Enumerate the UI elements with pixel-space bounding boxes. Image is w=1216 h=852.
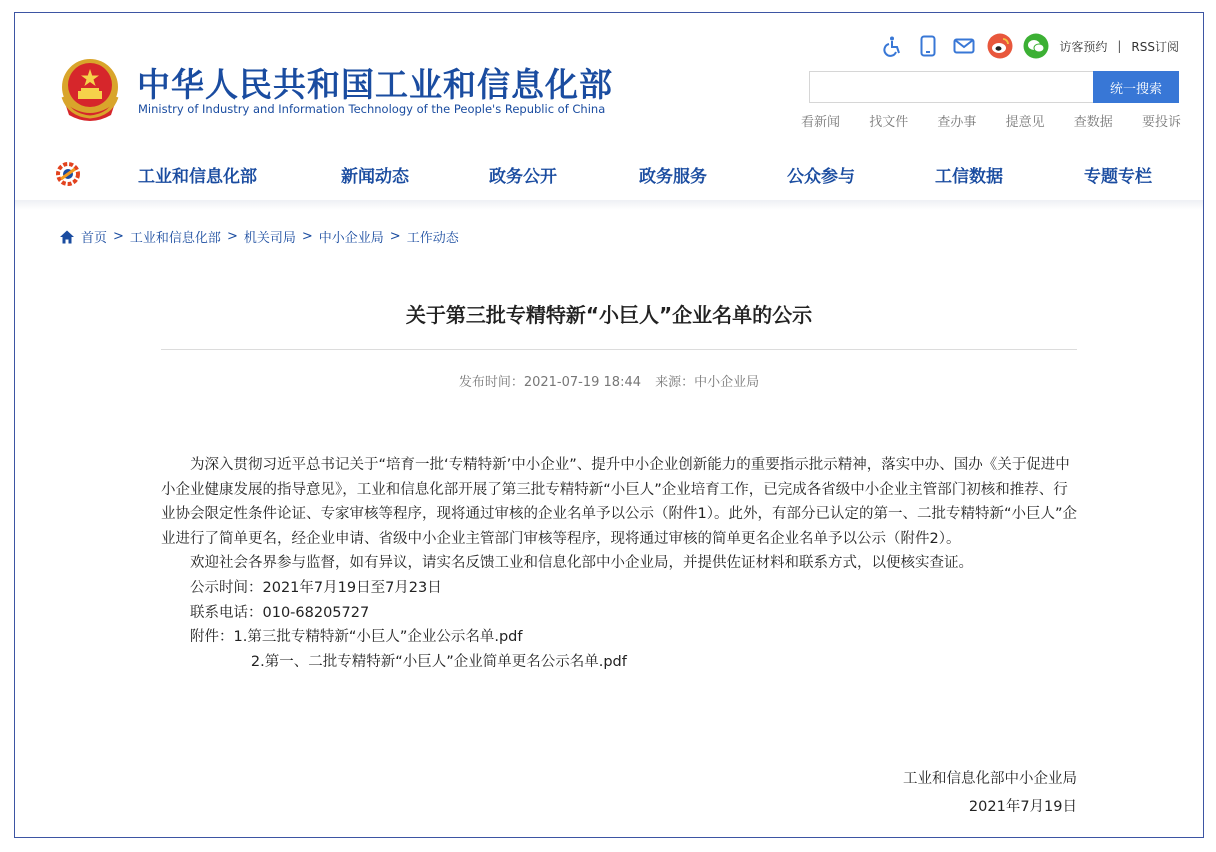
attachment-link-1[interactable]: 附件：1.第三批专精特新“小巨人”企业公示名单.pdf bbox=[190, 629, 523, 646]
signature-date: 2021年7月19日 bbox=[968, 799, 1077, 815]
nav-item-ministry[interactable]: 工业和信息化部 bbox=[138, 167, 257, 187]
quick-link-services[interactable]: 查办事 bbox=[937, 115, 977, 130]
nav-item-government-services[interactable]: 政务服务 bbox=[639, 167, 707, 187]
search-bar bbox=[809, 71, 1179, 103]
nav-item-news[interactable]: 新闻动态 bbox=[341, 167, 409, 187]
signature-organization: 工业和信息化部中小企业局 bbox=[903, 771, 1077, 787]
nav-item-public-participation[interactable]: 公众参与 bbox=[787, 167, 855, 187]
breadcrumb-departments[interactable]: 机关司局 bbox=[243, 231, 296, 246]
quick-link-complaints[interactable]: 要投诉 bbox=[1141, 115, 1181, 130]
breadcrumb-work-updates[interactable]: 工作动态 bbox=[406, 231, 459, 246]
article-title: 关于第三批专精特新“小巨人”企业名单的公示 bbox=[405, 303, 813, 327]
top-links-divider: | bbox=[1117, 39, 1122, 53]
ministry-gear-icon[interactable] bbox=[55, 161, 81, 187]
quick-link-documents[interactable]: 找文件 bbox=[869, 115, 909, 130]
wechat-icon[interactable] bbox=[1023, 33, 1049, 59]
page-frame bbox=[14, 12, 1204, 838]
nav-item-topics[interactable]: 专题专栏 bbox=[1084, 167, 1152, 187]
site-title[interactable]: 中华人民共和国工业和信息化部 bbox=[137, 65, 613, 104]
mobile-icon[interactable] bbox=[915, 33, 941, 59]
breadcrumb-separator: > bbox=[301, 229, 313, 244]
rss-link[interactable]: RSS订阅 bbox=[1131, 39, 1179, 54]
breadcrumb-home[interactable]: 首页 bbox=[81, 231, 108, 246]
breadcrumb-separator: > bbox=[113, 229, 124, 244]
main-nav bbox=[15, 147, 1203, 201]
contact-phone: 联系电话：010-68205727 bbox=[190, 604, 370, 621]
nav-item-data[interactable]: 工信数据 bbox=[935, 167, 1003, 187]
breadcrumb-separator: > bbox=[389, 229, 401, 244]
quick-link-suggestions[interactable]: 提意见 bbox=[1005, 115, 1045, 130]
article-paragraph: 为深入贯彻习近平总书记关于“培育一批‘专精特新’中小企业”、提升中小企业创新能力的重要指示批示精神，落实中办、国办《关于促进中小企业健康发展的指导意见》，工业和信息化部开展了第三批专精特新“小巨人”企业培育工作，已完成各省级中小企业主管部门初核和推荐、行业协会限定性条件论证、专家审核等程序，现将通过审核的企业名单予以公示（附件1）。此外，有部分已认定的第一、二批专精特新“小巨人”企业进行了简单更名，经企业申请、省级中小企业主管部门审核等程序，现将通过审核的简单更名企业名单予以公示（附件2）。 bbox=[161, 457, 1077, 547]
title-divider bbox=[161, 349, 1077, 350]
home-icon[interactable] bbox=[59, 229, 75, 245]
visitor-appointment-link[interactable]: 访客预约 bbox=[1059, 39, 1108, 54]
breadcrumb-separator: > bbox=[226, 229, 238, 244]
search-button[interactable]: 统一搜索 bbox=[1093, 71, 1179, 103]
article-source: 来源：中小企业局 bbox=[655, 375, 760, 390]
breadcrumb-sme-bureau[interactable]: 中小企业局 bbox=[318, 231, 384, 246]
quick-link-news[interactable]: 看新闻 bbox=[801, 115, 841, 130]
article-signature bbox=[903, 765, 1077, 821]
accessibility-icon[interactable] bbox=[879, 33, 905, 59]
attachment-link-2[interactable]: 2.第一、二批专精特新“小巨人”企业简单更名公示名单.pdf bbox=[250, 653, 627, 670]
quick-link-data[interactable]: 查数据 bbox=[1073, 115, 1113, 130]
site-subtitle: Ministry of Industry and Information Technology of the People's Republic of China bbox=[138, 102, 606, 116]
nav-item-government-affairs[interactable]: 政务公开 bbox=[489, 167, 557, 187]
nav-divider bbox=[15, 200, 1203, 210]
weibo-icon[interactable] bbox=[987, 33, 1013, 59]
mail-icon[interactable] bbox=[951, 33, 977, 59]
quick-links bbox=[801, 111, 1181, 130]
article-body bbox=[161, 453, 1081, 674]
article-meta bbox=[15, 371, 1203, 390]
article-paragraph: 欢迎社会各界参与监督，如有异议，请实名反馈工业和信息化部中小企业局，并提供佐证材料和联系方式，以便核实查证。 bbox=[190, 555, 973, 572]
publish-time: 发布时间：2021-07-19 18:44 bbox=[458, 375, 641, 390]
top-toolbar bbox=[879, 33, 1179, 59]
publicity-period: 公示时间：2021年7月19日至7月23日 bbox=[190, 579, 442, 596]
national-emblem-logo[interactable] bbox=[59, 57, 121, 123]
search-input[interactable] bbox=[809, 71, 1093, 103]
breadcrumb-ministry[interactable]: 工业和信息化部 bbox=[129, 231, 221, 246]
breadcrumb bbox=[59, 227, 459, 246]
